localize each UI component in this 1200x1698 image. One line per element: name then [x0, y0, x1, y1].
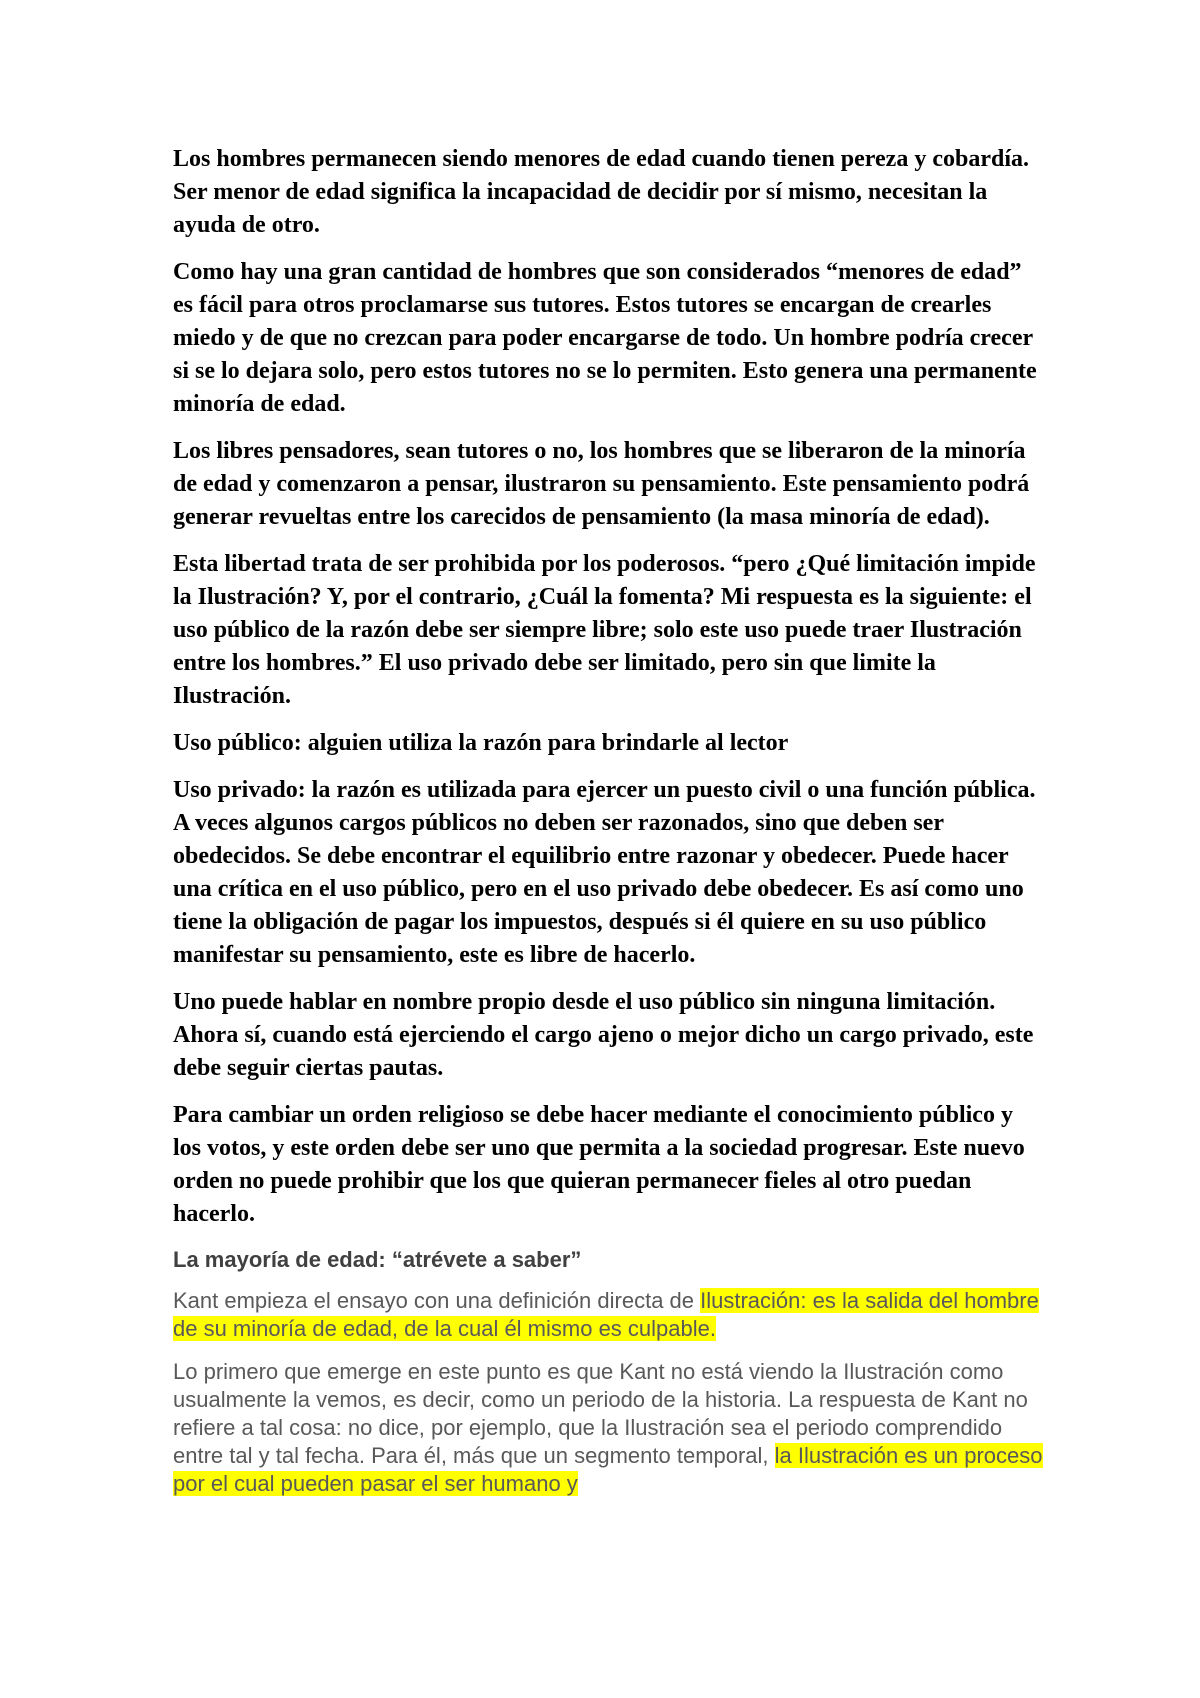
paragraph-libertad: Esta libertad trata de ser prohibida por los poderosos. “pero ¿Qué limitación impide la Ilustración? Y, por el contrario, ¿Cuál la fomenta? Mi respuesta es la siguiente: el uso público de la razón debe ser siempre libre; solo este uso puede traer Ilustración entre los hombres.” El uso privado debe ser limitado, pero sin que limite la Ilustración.: [173, 551, 1036, 709]
paragraph-menores-de-edad: Los hombres permanecen siendo menores de edad cuando tienen pereza y cobardía. Ser menor de edad significa la incapacidad de decidir por sí mismo, necesitan la ayuda de otro.: [173, 146, 1029, 238]
paragraph-uso-publico: Uso público: alguien utiliza la razón para brindarle al lector: [173, 730, 789, 756]
highlighted-definition: Ilustración: es la salida del hombre de su minoría de edad, de la cual él mismo es culpable.: [173, 1288, 1039, 1341]
paragraph-kant-definicion: [173, 1287, 1045, 1343]
process-text: Lo primero que emerge en este punto es que Kant no está viendo la Ilustración como usualmente la vemos, es decir, como un periodo de la historia. La respuesta de Kant no refiere a tal cosa: no dice, por ejemplo, que la Ilustración sea el periodo comprendido entre tal y tal fecha. Para él, más que un segmento temporal,: [173, 1359, 1028, 1468]
paragraph-tutores: Como hay una gran cantidad de hombres que son considerados “menores de edad” es fácil para otros proclamarse sus tutores. Estos tutores se encargan de crearles miedo y de que no crezcan para poder encargarse de todo. Un hombre podría crecer si se lo dejara solo, pero estos tutores no se lo permiten. Esto genera una permanente minoría de edad.: [173, 259, 1037, 417]
paragraph-uso-privado: Uso privado: la razón es utilizada para ejercer un puesto civil o una función pública. A veces algunos cargos públicos no deben ser razonados, sino que deben ser obedecidos. Se debe encontrar el equilibrio entre razonar y obedecer. Puede hacer una crítica en el uso público, pero en el uso privado debe obedecer. Es así como uno tiene la obligación de pagar los impuestos, después si él quiere en su uso público manifestar su pensamiento, este es libre de hacerlo.: [173, 777, 1036, 968]
paragraph-orden-religioso: Para cambiar un orden religioso se debe hacer mediante el conocimiento público y los votos, y este orden debe ser uno que permita a la sociedad progresar. Este nuevo orden no puede prohibir que los que quieran permanecer fieles al otro puedan hacerlo.: [173, 1102, 1025, 1227]
paragraph-nombre-propio: Uno puede hablar en nombre propio desde el uso público sin ninguna limitación. Ahora sí, cuando está ejerciendo el cargo ajeno o mejor dicho un cargo privado, este debe seguir ciertas pautas.: [173, 989, 1034, 1081]
paragraph-libres-pensadores: Los libres pensadores, sean tutores o no, los hombres que se liberaron de la minoría de edad y comenzaron a pensar, ilustraron su pensamiento. Este pensamiento podrá generar revueltas entre los carecidos de pensamiento (la masa minoría de edad).: [173, 438, 1030, 530]
highlighted-process: la Ilustración es un proceso por el cual pueden pasar el ser humano y: [173, 1443, 1043, 1496]
document-body: [173, 143, 1045, 1513]
section-heading: La mayoría de edad: “atrévete a saber”: [173, 1247, 582, 1272]
kant-definition-text: Kant empieza el ensayo con una definición directa de: [173, 1288, 701, 1313]
paragraph-proceso: [173, 1358, 1045, 1498]
